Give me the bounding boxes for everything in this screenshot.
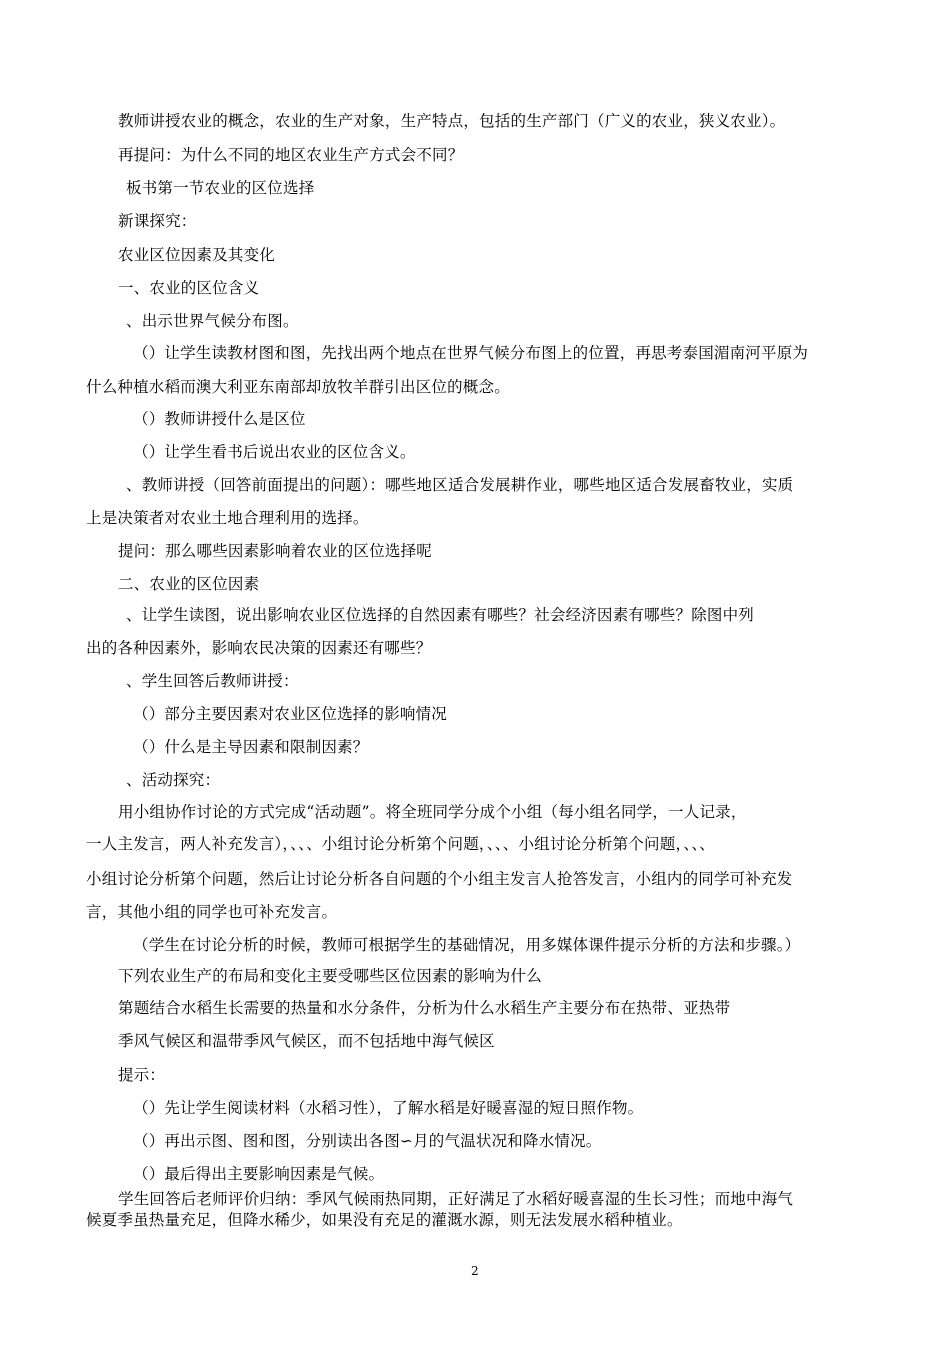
text-line: 教师讲授农业的概念，农业的生产对象，生产特点，包括的生产部门（广义的农业，狭义农业）。 <box>118 112 786 130</box>
text-line: 二、农业的区位因素 <box>118 575 260 593</box>
text-line: 季风气候区和温带季风气候区，而不包括地中海气候区 <box>118 1032 495 1050</box>
text-line: （学生在讨论分析的时候，教师可根据学生的基础情况，用多媒体课件提示分析的方法和步骤。） <box>133 936 801 954</box>
text-line: 、活动探究： <box>126 771 221 789</box>
page-number: 2 <box>471 1264 479 1278</box>
text-line: 、教师讲授（回答前面提出的问题）：哪些地区适合发展耕作业，哪些地区适合发展畜牧业，实质 <box>126 476 794 494</box>
text-line: 提示： <box>118 1066 166 1084</box>
text-line: 再提问：为什么不同的地区农业生产方式会不同？ <box>118 146 464 164</box>
text-line: （）什么是主导因素和限制因素？ <box>133 738 369 756</box>
text-line: 新课探究： <box>118 212 197 230</box>
text-line: 一、农业的区位含义 <box>118 279 260 297</box>
text-line: 下列农业生产的布局和变化主要受哪些区位因素的影响为什么 <box>118 967 542 985</box>
text-line: 、出示世界气候分布图。 <box>126 312 299 330</box>
text-line: （）先让学生阅读材料（水稻习性），了解水稻是好暖喜湿的短日照作物。 <box>133 1099 644 1117</box>
text-line: （）教师讲授什么是区位 <box>133 410 306 428</box>
text-line: （）部分主要因素对农业区位选择的影响情况 <box>133 705 448 723</box>
text-line: 候夏季虽热量充足，但降水稀少，如果没有充足的灌溉水源，则无法发展水稻种植业。 <box>86 1211 683 1229</box>
text-line: 什么种植水稻而澳大利亚东南部却放牧羊群引出区位的概念。 <box>86 378 510 396</box>
text-line: 言，其他小组的同学也可补充发言。 <box>86 903 338 921</box>
text-line: 学生回答后老师评价归纳：季风气候雨热同期，正好满足了水稻好暖喜湿的生长习性；而地中海气 <box>118 1190 794 1208</box>
text-line: 农业区位因素及其变化 <box>118 246 276 264</box>
text-line: 、让学生读图，说出影响农业区位选择的自然因素有哪些？社会经济因素有哪些？除图中列 <box>126 606 755 624</box>
text-line: 提问：那么哪些因素影响着农业的区位选择呢 <box>118 542 433 560</box>
text-line: 板书第一节农业的区位选择 <box>126 179 315 197</box>
text-line: 小组讨论分析第个问题，然后让讨论分析各自问题的个小组主发言人抢答发言，小组内的同学可补充发 <box>86 870 793 888</box>
text-line: 出的各种因素外，影响农民决策的因素还有哪些？ <box>86 639 432 657</box>
text-line: （）让学生看书后说出农业的区位含义。 <box>133 443 416 461</box>
text-line: 用小组协作讨论的方式完成“活动题”。将全班同学分成个小组（每小组名同学，一人记录， <box>118 803 747 821</box>
text-line: 第题结合水稻生长需要的热量和水分条件，分析为什么水稻生产主要分布在热带、亚热带 <box>118 999 731 1017</box>
text-line: （）让学生读教材图和图，先找出两个地点在世界气候分布图上的位置，再思考泰国湄南河平原为 <box>133 344 809 362</box>
text-line: （）最后得出主要影响因素是气候。 <box>133 1165 385 1183</box>
text-line: （）再出示图、图和图，分别读出各图∽月的气温状况和降水情况。 <box>133 1132 602 1150</box>
text-line: 、学生回答后教师讲授： <box>126 672 299 690</box>
text-line: 一人主发言，两人补充发言），、、、小组讨论分析第个问题，、、、小组讨论分析第个问题，、、、 <box>86 835 716 853</box>
text-line: 上是决策者对农业土地合理利用的选择。 <box>86 509 369 527</box>
